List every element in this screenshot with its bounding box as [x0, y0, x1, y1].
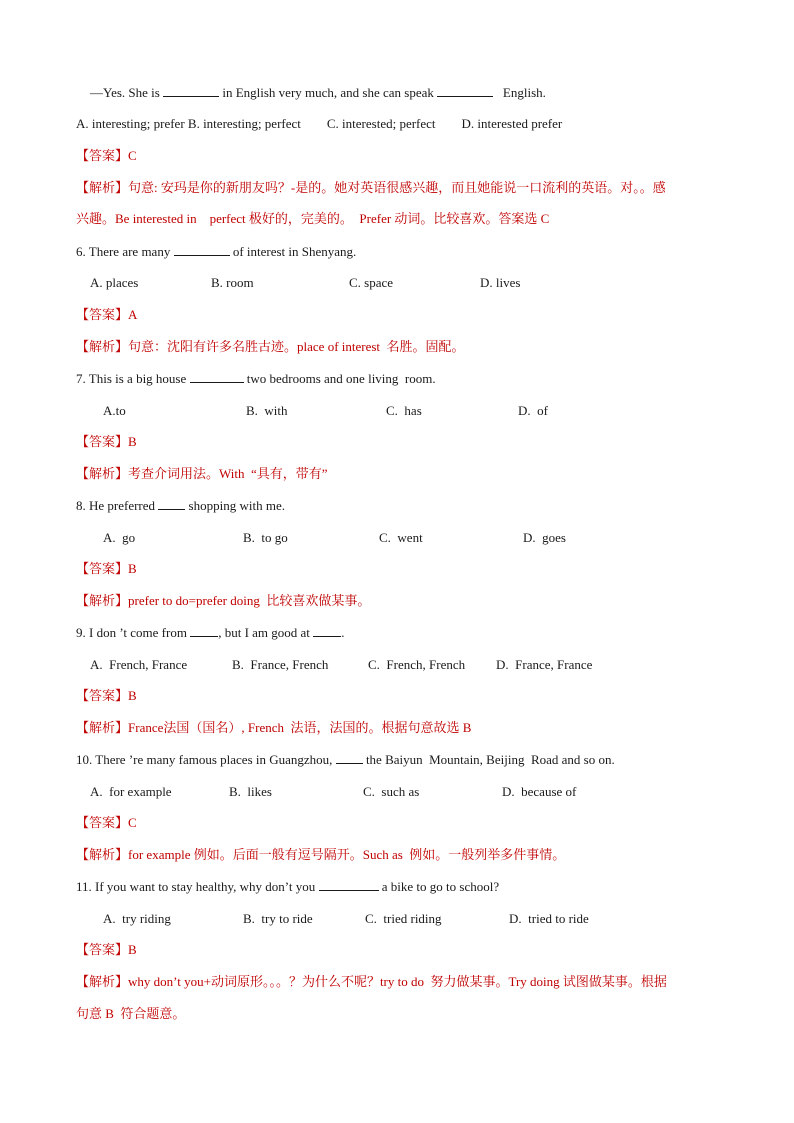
q9-option-c: C. French, French — [368, 657, 466, 672]
q9-option-a: A. French, France — [90, 657, 188, 672]
answer-blank — [336, 751, 363, 764]
q5-analysis-cont: 兴趣。Be interested in perfect 极好的，完美的。 Prefer 动词。比较喜欢。答案选 C — [76, 211, 550, 226]
q6-analysis: 【解析】句意：沈阳有许多名胜古迹。place of interest 名胜。固配。 — [76, 339, 465, 354]
q10-analysis: 【解析】for example 例如。后面一般有逗号隔开。Such as 例如。一般列举多件事情。 — [76, 847, 566, 862]
q6-option-d: D. lives — [480, 275, 521, 290]
q7-stem: 7. This is a big house two bedrooms and one living room. — [76, 371, 436, 386]
q10-option-d: D. because of — [502, 784, 577, 799]
answer-blank — [174, 243, 230, 256]
q10-option-b: B. likes — [229, 784, 272, 799]
q9-stem: 9. I don ’t come from , but I am good at . — [76, 625, 345, 640]
answer-blank — [313, 624, 341, 637]
answer-blank — [163, 84, 219, 97]
q8-answer: 【答案】B — [76, 561, 137, 576]
q9-option-b: B. France, French — [232, 657, 329, 672]
q8-option-b: B. to go — [243, 530, 288, 545]
answer-blank — [437, 84, 493, 97]
q8-option-d: D. goes — [523, 530, 566, 545]
q9-answer: 【答案】B — [76, 688, 137, 703]
q5-stem: —Yes. She is in English very much, and she can speak English. — [90, 85, 546, 100]
answer-blank — [190, 370, 244, 383]
answer-blank — [190, 624, 218, 637]
q9-option-d: D. France, France — [496, 657, 593, 672]
q7-analysis: 【解析】考查介词用法。With “具有，带有” — [76, 466, 328, 481]
q8-option-a: A. go — [103, 530, 136, 545]
q8-analysis: 【解析】prefer to do=prefer doing 比较喜欢做某事。 — [76, 593, 371, 608]
q11-option-c: C. tried riding — [365, 911, 442, 926]
q5-answer: 【答案】C — [76, 148, 137, 163]
q6-option-b: B. room — [211, 275, 254, 290]
q10-option-a: A. for example — [90, 784, 172, 799]
q11-option-d: D. tried to ride — [509, 911, 589, 926]
answer-blank — [319, 878, 379, 891]
q6-option-c: C. space — [349, 275, 394, 290]
q8-stem: 8. He preferred shopping with me. — [76, 498, 285, 513]
q10-answer: 【答案】C — [76, 815, 137, 830]
q11-option-b: B. try to ride — [243, 911, 313, 926]
q5-options: A. interesting; prefer B. interesting; perfect C. interested; perfect D. interested prefer — [76, 116, 563, 131]
q7-option-d: D. of — [518, 403, 548, 418]
q11-analysis-cont: 句意 B 符合题意。 — [76, 1006, 186, 1021]
q5-analysis: 【解析】句意: 安玛是你的新朋友吗？-是的。她对英语很感兴趣，而且她能说一口流利的英语。对。。感 — [76, 180, 666, 195]
q7-answer: 【答案】B — [76, 434, 137, 449]
q10-option-c: C. such as — [363, 784, 420, 799]
q8-option-c: C. went — [379, 530, 423, 545]
q11-analysis: 【解析】why don’t you+动词原形。。。？为什么不呢？try to do 努力做某事。Try doing 试图做某事。根据 — [76, 974, 667, 989]
q7-option-c: C. has — [386, 403, 422, 418]
q6-stem: 6. There are many of interest in Shenyang. — [76, 244, 357, 259]
q10-stem: 10. There ’re many famous places in Guangzhou, the Baiyun Mountain, Beijing Road and so on. — [76, 752, 615, 767]
q11-option-a: A. try riding — [103, 911, 171, 926]
q11-answer: 【答案】B — [76, 942, 137, 957]
q6-option-a: A. places — [90, 275, 139, 290]
q11-stem: 11. If you want to stay healthy, why don’t you a bike to go to school? — [76, 879, 500, 894]
q6-answer: 【答案】A — [76, 307, 138, 322]
answer-blank — [158, 497, 185, 510]
q7-option-a: A.to — [103, 403, 126, 418]
q9-analysis: 【解析】France法国（国名）, French 法语，法国的。根据句意故选 B — [76, 720, 472, 735]
q7-option-b: B. with — [246, 403, 288, 418]
